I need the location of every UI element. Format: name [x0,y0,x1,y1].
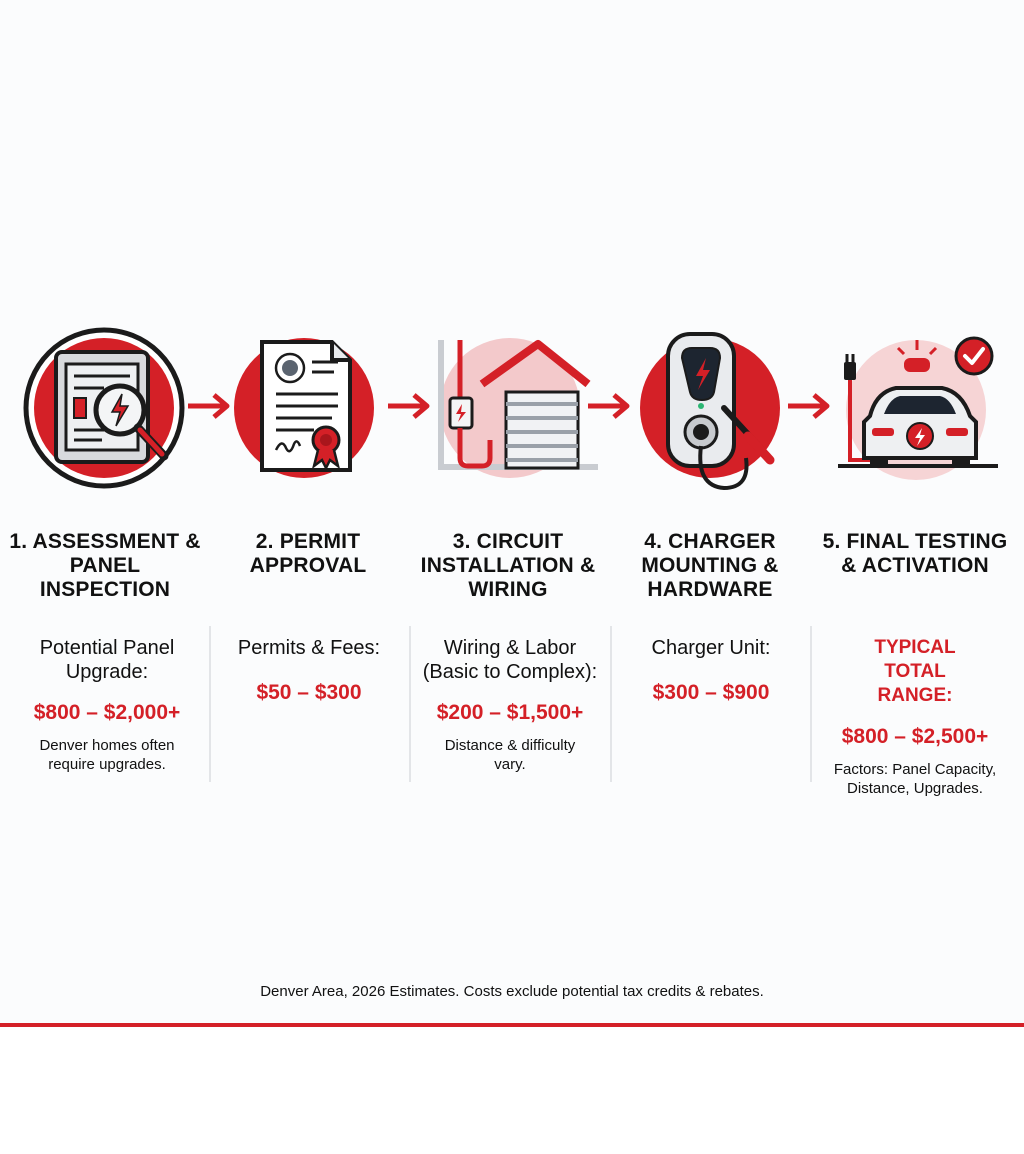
step-1-title: 1. ASSESSMENT & PANEL INSPECTION [9,530,201,601]
arrow-right-icon [784,386,834,426]
cost-column-3 [410,626,610,782]
cost-label: Wiring & Labor (Basic to Complex): [422,637,598,683]
cost-note: Denver homes often require upgrades. [39,737,175,773]
car-activation-icon [826,318,1006,498]
footer-note: Denver Area, 2026 Estimates. Costs exclude potential tax credits & rebates. [260,983,764,1000]
cost-range: $300 – $900 [652,681,770,704]
cost-label: Charger Unit: [651,637,771,659]
cost-range: $200 – $1,500+ [436,701,584,724]
step-5-title: 5. FINAL TESTING & ACTIVATION [822,530,1008,577]
ev-charger-icon [620,318,800,498]
cost-label: Permits & Fees: [237,637,381,659]
bottom-margin [0,1027,1024,1154]
cost-column-2 [209,626,409,782]
cost-note: Factors: Panel Capacity, Distance, Upgrades. [833,761,997,797]
cost-note: Distance & difficulty vary. [444,737,576,773]
cost-columns-row [0,626,1024,797]
cost-range: $50 – $300 [256,681,362,704]
cost-label: Potential Panel Upgrade: [39,637,175,683]
total-range-label: TYPICAL TOTAL RANGE: [874,637,956,706]
arrow-right-icon [184,386,234,426]
step-2-title: 2. PERMIT APPROVAL [249,530,367,577]
panel-inspection-icon [14,318,194,498]
arrow-right-icon [584,386,634,426]
step-4-title: 4. CHARGER MOUNTING & HARDWARE [641,530,779,601]
cost-range: $800 – $2,000+ [33,701,181,724]
cost-column-5 [812,626,1018,797]
cost-column-1 [7,626,207,782]
permit-document-icon [214,318,394,498]
garage-wiring-icon [420,318,600,498]
step-titles-row [0,530,1024,610]
step-icons-row [0,318,1024,508]
cost-column-4 [611,626,811,782]
step-3-title: 3. CIRCUIT INSTALLATION & WIRING [420,530,596,601]
arrow-right-icon [384,386,434,426]
total-range: $800 – $2,500+ [841,725,989,748]
